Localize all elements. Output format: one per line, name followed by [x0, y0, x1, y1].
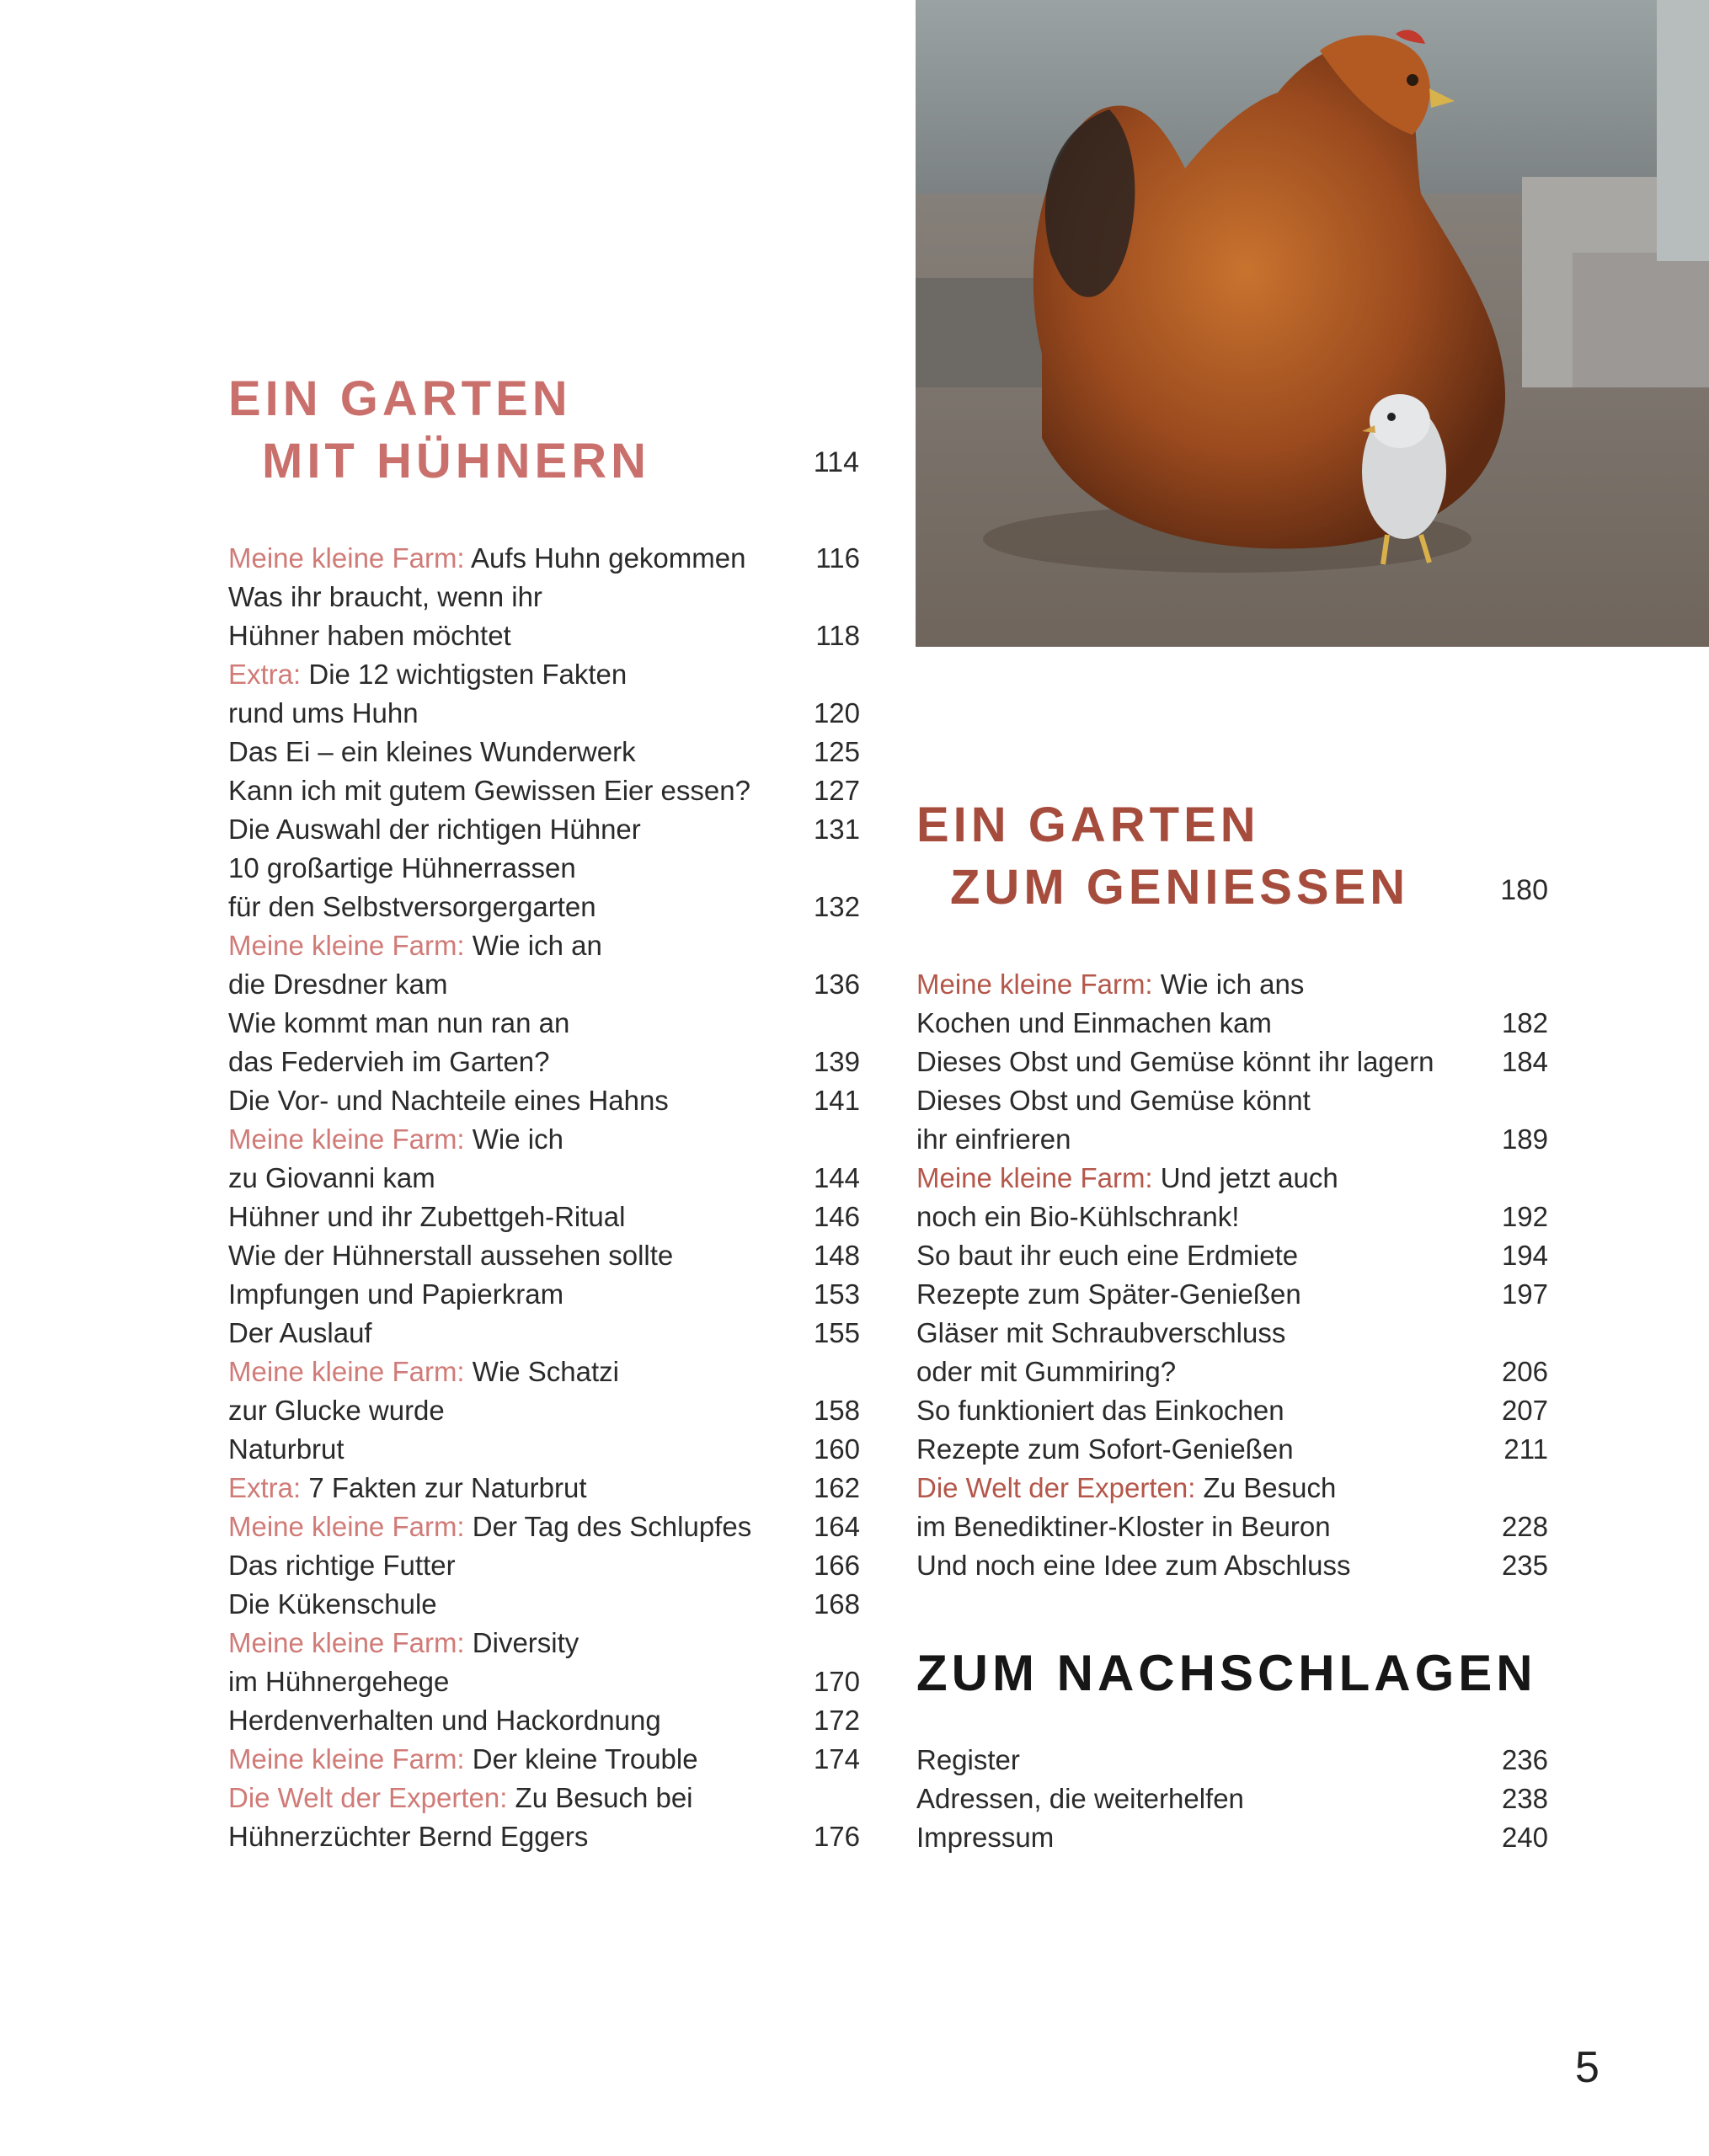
toc-entry-line: [228, 849, 596, 888]
toc-entry-page: 174: [813, 1743, 860, 1774]
toc-entry-label: Extra:: [228, 659, 302, 690]
toc-entry-page: 172: [813, 1705, 860, 1736]
toc-entry: [228, 810, 860, 849]
toc-entry: [228, 1740, 860, 1779]
heading-line-2: MIT HÜHNERN: [262, 434, 650, 488]
toc-entry-label: Die Welt der Experten:: [228, 1782, 508, 1813]
toc-entry-text: [228, 1469, 587, 1508]
toc-entry: [228, 1353, 860, 1430]
toc-entry: [916, 1236, 1548, 1275]
toc-entry-title: das Federvieh im Garten?: [228, 1046, 550, 1077]
toc-entry-title: im Hühnergehege: [228, 1666, 450, 1697]
toc-entry-title: Wie der Hühnerstall aussehen sollte: [228, 1240, 674, 1271]
toc-entry-page: 211: [1503, 1433, 1548, 1465]
toc-entry-text: [228, 1740, 698, 1779]
toc-entry-page: 176: [813, 1821, 860, 1852]
toc-entry-page: 160: [813, 1433, 860, 1465]
toc-entry-title: Der kleine Trouble: [464, 1743, 698, 1774]
toc-entry-label: Die Welt der Experten:: [916, 1472, 1196, 1503]
toc-entry: [228, 849, 860, 926]
toc-entry-line: [228, 655, 627, 694]
toc-entry-page: 192: [1501, 1201, 1548, 1232]
toc-entry-page: 168: [813, 1588, 860, 1620]
toc-entry-line: [916, 1198, 1338, 1236]
toc-entry-page: 158: [813, 1395, 860, 1426]
toc-entry-title: 10 großartige Hühnerrassen: [228, 852, 576, 883]
toc-entry-line: [228, 1198, 625, 1236]
toc-entry-page: 127: [813, 775, 860, 806]
toc-entry: [228, 1314, 860, 1353]
toc-entry-line: [228, 1353, 619, 1391]
toc-entry-label: Extra:: [228, 1472, 302, 1503]
toc-entry-title: Rezepte zum Später-Genießen: [916, 1278, 1301, 1310]
toc-entry-text: [916, 1236, 1298, 1275]
toc-entry-title: Wie ich: [464, 1123, 563, 1155]
toc-entry-text: [228, 1779, 693, 1856]
toc-entry-line: [228, 1314, 372, 1353]
toc-entry-page: 182: [1501, 1007, 1548, 1038]
toc-entry-page: 116: [815, 542, 860, 574]
heading-line-1: EIN GARTEN: [916, 798, 1260, 852]
toc-entry-text: [228, 1081, 669, 1120]
toc-entry-page: 136: [813, 969, 860, 1000]
toc-entry-line: [916, 1275, 1301, 1314]
toc-entry-line: [228, 1236, 673, 1275]
toc-entry: [916, 1780, 1548, 1818]
toc-entry: [228, 1585, 860, 1624]
toc-entry-text: [228, 1585, 437, 1624]
toc-entry-text: [228, 1198, 625, 1236]
toc-entry-line: [228, 694, 627, 733]
toc-entry-line: [228, 1546, 456, 1585]
toc-entry-page: 170: [813, 1666, 860, 1697]
toc-entry-title: Register: [916, 1744, 1020, 1775]
heading-line-2: ZUM GENIESSEN: [950, 860, 1410, 915]
toc-entry-text: [228, 849, 596, 926]
toc-entry-text: [916, 1391, 1284, 1430]
toc-entry-line: [228, 1779, 693, 1817]
toc-entry-line: [228, 1391, 619, 1430]
toc-entry-title: Kochen und Einmachen kam: [916, 1007, 1272, 1038]
toc-entry-text: [228, 1546, 456, 1585]
toc-entry-page: 141: [813, 1085, 860, 1116]
toc-entry-title: Der Auslauf: [228, 1317, 372, 1348]
toc-entry-page: 125: [813, 736, 860, 767]
toc-entry-title: im Benediktiner-Kloster in Beuron: [916, 1511, 1331, 1542]
toc-entry-title: rund ums Huhn: [228, 697, 419, 728]
toc-entry-line: [916, 1236, 1298, 1275]
toc-entry: [916, 965, 1548, 1043]
toc-entry-text: [916, 1741, 1020, 1780]
toc-entry: [228, 1120, 860, 1198]
toc-entry-line: [916, 1081, 1311, 1120]
toc-entry-title: Aufs Huhn gekommen: [464, 542, 746, 574]
toc-entry-text: [228, 1430, 344, 1469]
toc-entry-title: Der Tag des Schlupfes: [464, 1511, 752, 1542]
toc-entry-text: [228, 1120, 563, 1198]
toc-entry-line: [228, 965, 602, 1004]
heading-line-1: ZUM NACHSCHLAGEN: [916, 1645, 1537, 1701]
toc-entry-label: Meine kleine Farm:: [228, 542, 465, 574]
toc-entry-text: [916, 1081, 1311, 1159]
toc-entry: [916, 1741, 1548, 1780]
toc-entry-text: [228, 771, 750, 810]
toc-entry-label: Meine kleine Farm:: [916, 1162, 1153, 1193]
toc-entry-page: 155: [813, 1317, 860, 1348]
toc-entry-title: Impressum: [916, 1822, 1055, 1853]
toc-entry-page: 139: [813, 1046, 860, 1077]
toc-entry-title: die Dresdner kam: [228, 969, 448, 1000]
toc-entry-title: 7 Fakten zur Naturbrut: [301, 1472, 587, 1503]
toc-list: [916, 1741, 1548, 1857]
toc-entry-page: 194: [1501, 1240, 1548, 1271]
toc-entry-label: Meine kleine Farm:: [228, 1123, 465, 1155]
toc-entry: [228, 1275, 860, 1314]
toc-entry-text: [916, 965, 1304, 1043]
toc-entry-text: [228, 655, 627, 733]
toc-entry-title: Dieses Obst und Gemüse könnt: [916, 1085, 1311, 1116]
toc-entry-label: Meine kleine Farm:: [228, 1627, 465, 1658]
toc-entry-title: Impfungen und Papierkram: [228, 1278, 564, 1310]
toc-entry-title: Was ihr braucht, wenn ihr: [228, 581, 542, 612]
toc-entry-page: 164: [813, 1511, 860, 1542]
toc-entry: [228, 926, 860, 1004]
toc-entry: [228, 1701, 860, 1740]
toc-entry-line: [916, 965, 1304, 1004]
toc-entry-line: [916, 1546, 1350, 1585]
toc-entry: [228, 655, 860, 733]
toc-entry-text: [228, 733, 636, 771]
toc-entry-title: Und noch eine Idee zum Abschluss: [916, 1550, 1351, 1581]
toc-entry: [916, 1275, 1548, 1314]
toc-entry-page: 207: [1501, 1395, 1548, 1426]
toc-entry-text: [228, 1004, 569, 1081]
toc-entry: [228, 1779, 860, 1856]
toc-entry-page: 146: [813, 1201, 860, 1232]
toc-entry: [916, 1314, 1548, 1391]
toc-entry: [228, 1508, 860, 1546]
toc-entry-text: [228, 926, 602, 1004]
toc-entry-line: [228, 616, 542, 655]
toc-entry-line: [228, 733, 636, 771]
toc-entry-line: [916, 1004, 1304, 1043]
toc-entry-text: [916, 1818, 1054, 1857]
toc-entry-page: 235: [1501, 1550, 1548, 1581]
toc-entry-title: Die Vor- und Nachteile eines Hahns: [228, 1085, 669, 1116]
toc-entry-title: Diversity: [464, 1627, 579, 1658]
toc-entry-text: [916, 1430, 1294, 1469]
toc-entry-title: Die Auswahl der richtigen Hühner: [228, 814, 641, 845]
toc-entry-line: [916, 1508, 1336, 1546]
hen-with-chick-photo: [916, 0, 1709, 647]
toc-entry-title: zur Glucke wurde: [228, 1395, 445, 1426]
toc-list: [228, 539, 860, 1856]
toc-entry-line: [228, 1817, 693, 1856]
toc-entry-line: [228, 1740, 698, 1779]
toc-entry-title: Kann ich mit gutem Gewissen Eier essen?: [228, 775, 750, 806]
toc-entry-text: [916, 1780, 1244, 1818]
toc-entry-line: [228, 926, 602, 965]
toc-entry-title: Gläser mit Schraubverschluss: [916, 1317, 1286, 1348]
toc-entry-line: [916, 1391, 1284, 1430]
toc-entry-label: Meine kleine Farm:: [916, 969, 1153, 1000]
toc-entry-label: Meine kleine Farm:: [228, 1511, 465, 1542]
toc-entry-title: Hühner und ihr Zubettgeh-Ritual: [228, 1201, 626, 1232]
toc-entry: [916, 1469, 1548, 1546]
toc-entry-title: Zu Besuch: [1195, 1472, 1337, 1503]
toc-entry-page: 153: [813, 1278, 860, 1310]
toc-entry-page: 120: [813, 697, 860, 728]
toc-entry-text: [228, 1624, 579, 1701]
heading-line-1: EIN GARTEN: [228, 371, 572, 426]
toc-entry-title: Dieses Obst und Gemüse könnt ihr lagern: [916, 1046, 1434, 1077]
toc-entry: [228, 1624, 860, 1701]
toc-entry: [916, 1159, 1548, 1236]
toc-entry: [228, 1004, 860, 1081]
toc-entry-title: Hühnerzüchter Bernd Eggers: [228, 1821, 589, 1852]
toc-entry: [228, 771, 860, 810]
toc-entry-line: [916, 1159, 1338, 1198]
toc-entry-text: [228, 1236, 673, 1275]
toc-entry-line: [916, 1120, 1311, 1159]
toc-entry-title: Das richtige Futter: [228, 1550, 456, 1581]
toc-entry: [228, 1198, 860, 1236]
toc-entry-line: [916, 1043, 1434, 1081]
toc-entry-page: 162: [813, 1472, 860, 1503]
toc-entry-line: [228, 1159, 563, 1198]
toc-entry-page: 206: [1501, 1356, 1548, 1387]
toc-entry-title: So baut ihr euch eine Erdmiete: [916, 1240, 1299, 1271]
toc-entry-text: [228, 1508, 751, 1546]
toc-entry-page: 131: [813, 814, 860, 845]
toc-entry: [228, 1081, 860, 1120]
toc-entry-page: 189: [1501, 1123, 1548, 1155]
toc-entry-line: [228, 1081, 669, 1120]
toc-entry-title: für den Selbstversorgergarten: [228, 891, 596, 922]
toc-entry-text: [916, 1546, 1350, 1585]
toc-list: [916, 965, 1548, 1585]
toc-entry-line: [916, 1469, 1336, 1508]
toc-entry-title: Wie kommt man nun ran an: [228, 1007, 570, 1038]
toc-entry-line: [916, 1353, 1285, 1391]
toc-entry-line: [228, 1043, 569, 1081]
toc-entry-line: [228, 1508, 751, 1546]
toc-entry-text: [228, 539, 745, 578]
toc-entry-title: Naturbrut: [228, 1433, 344, 1465]
toc-entry-line: [916, 1430, 1294, 1469]
toc-entry-title: Wie ich an: [464, 930, 602, 961]
toc-entry: [916, 1391, 1548, 1430]
toc-entry-title: Wie ich ans: [1152, 969, 1305, 1000]
toc-entry-title: Hühner haben möchtet: [228, 620, 511, 651]
toc-entry-text: [228, 1701, 661, 1740]
toc-entry-text: [228, 1314, 372, 1353]
toc-entry-text: [916, 1043, 1434, 1081]
toc-entry-text: [228, 810, 641, 849]
toc-entry-page: 148: [813, 1240, 860, 1271]
toc-entry-title: oder mit Gummiring?: [916, 1356, 1177, 1387]
toc-entry-line: [228, 539, 745, 578]
toc-entry: [916, 1546, 1548, 1585]
toc-entry-line: [228, 771, 750, 810]
toc-entry-line: [228, 578, 542, 616]
toc-entry-title: Rezepte zum Sofort-Genießen: [916, 1433, 1294, 1465]
toc-entry-page: 240: [1501, 1822, 1548, 1853]
toc-entry-line: [916, 1780, 1244, 1818]
toc-entry-title: Das Ei – ein kleines Wunderwerk: [228, 736, 636, 767]
toc-entry-text: [916, 1469, 1336, 1546]
toc-entry-line: [228, 1275, 563, 1314]
toc-entry: [228, 1469, 860, 1508]
toc-entry-title: Die 12 wichtigsten Fakten: [301, 659, 628, 690]
toc-entry: [228, 1546, 860, 1585]
toc-entry-title: Und jetzt auch: [1152, 1162, 1338, 1193]
toc-entry-text: [228, 578, 542, 655]
toc-entry-line: [228, 888, 596, 926]
toc-entry: [228, 1430, 860, 1469]
toc-entry: [228, 578, 860, 655]
toc-entry-line: [228, 1469, 587, 1508]
toc-entry-text: [228, 1275, 563, 1314]
section-heading-garten-huehnern: [228, 368, 650, 493]
toc-entry-title: Die Kükenschule: [228, 1588, 437, 1620]
heading-page-number: 114: [813, 446, 859, 478]
toc-entry-text: [916, 1314, 1285, 1391]
toc-entry-text: [916, 1159, 1338, 1236]
toc-entry-text: [228, 1353, 619, 1430]
page-number: 5: [1575, 2043, 1600, 2092]
toc-entry-line: [228, 1662, 579, 1701]
toc-entry-page: 197: [1501, 1278, 1548, 1310]
toc-entry-line: [916, 1741, 1020, 1780]
toc-entry: [916, 1430, 1548, 1469]
toc-entry-page: 228: [1501, 1511, 1548, 1542]
toc-entry-page: 236: [1501, 1744, 1548, 1775]
toc-entry-title: So funktioniert das Einkochen: [916, 1395, 1284, 1426]
toc-entry-line: [228, 1585, 437, 1624]
toc-entry-line: [228, 1120, 563, 1159]
toc-entry-page: 166: [813, 1550, 860, 1581]
toc-entry-page: 238: [1501, 1783, 1548, 1814]
section-heading-nachschlagen: [916, 1642, 1537, 1705]
toc-entry-label: Meine kleine Farm:: [228, 1743, 465, 1774]
toc-entry-label: Meine kleine Farm:: [228, 1356, 465, 1387]
toc-entry: [228, 1236, 860, 1275]
toc-entry-label: Meine kleine Farm:: [228, 930, 465, 961]
toc-entry-line: [916, 1314, 1285, 1353]
toc-entry-line: [916, 1818, 1054, 1857]
toc-entry-page: 184: [1501, 1046, 1548, 1077]
toc-entry-text: [916, 1275, 1301, 1314]
section-heading-garten-geniessen: [916, 794, 1409, 919]
toc-entry-title: Herdenverhalten und Hackordnung: [228, 1705, 661, 1736]
toc-entry-title: zu Giovanni kam: [228, 1162, 435, 1193]
toc-entry-title: Wie Schatzi: [464, 1356, 619, 1387]
toc-entry: [228, 733, 860, 771]
toc-entry: [916, 1818, 1548, 1857]
heading-page-number: 180: [1500, 874, 1548, 906]
toc-entry: [916, 1043, 1548, 1081]
toc-entry: [916, 1081, 1548, 1159]
toc-entry: [228, 539, 860, 578]
toc-entry-title: ihr einfrieren: [916, 1123, 1071, 1155]
toc-entry-line: [228, 1430, 344, 1469]
toc-entry-title: Adressen, die weiterhelfen: [916, 1783, 1244, 1814]
toc-entry-title: Zu Besuch bei: [507, 1782, 693, 1813]
toc-entry-page: 132: [813, 891, 860, 922]
toc-entry-page: 118: [815, 620, 860, 651]
toc-entry-line: [228, 1624, 579, 1662]
toc-entry-page: 144: [813, 1162, 860, 1193]
toc-entry-title: noch ein Bio-Kühlschrank!: [916, 1201, 1240, 1232]
toc-entry-line: [228, 1701, 661, 1740]
toc-entry-line: [228, 1004, 569, 1043]
toc-entry-line: [228, 810, 641, 849]
